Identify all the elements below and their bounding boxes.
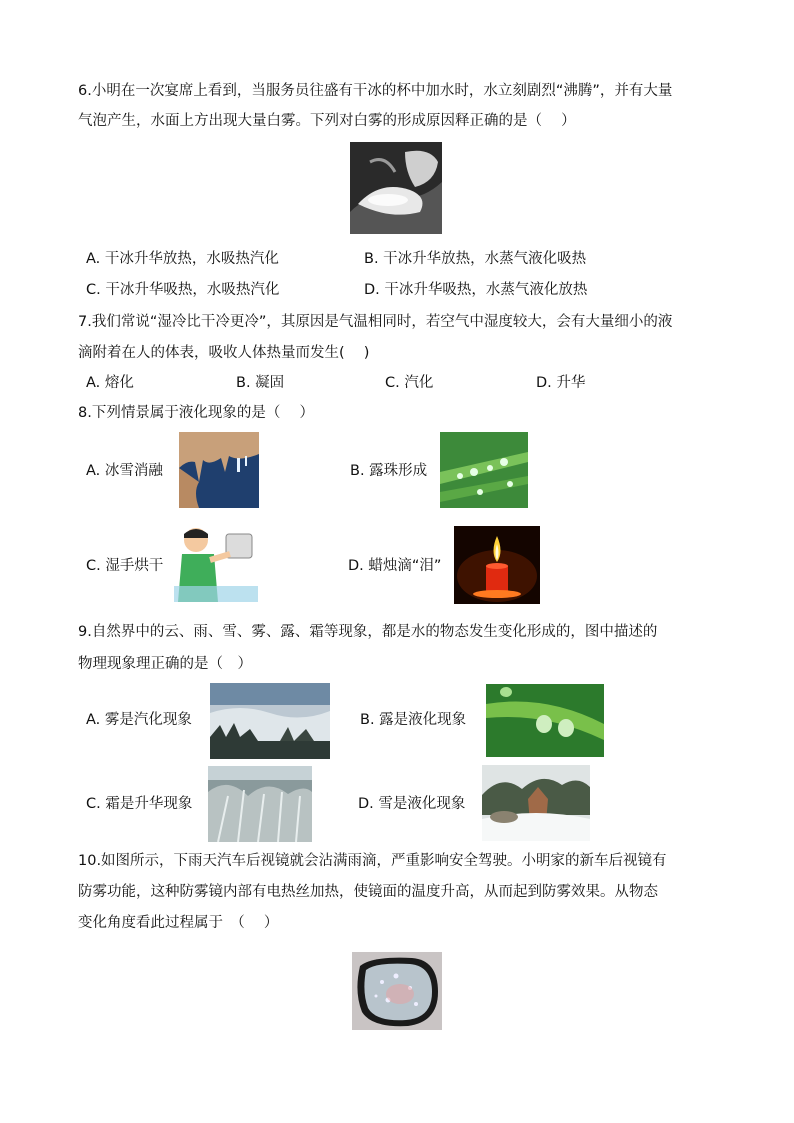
snow-image — [482, 765, 590, 841]
q8-option-a: A. 冰雪消融 — [86, 463, 163, 479]
q10-line-2: 防雾功能，这种防雾镜内部有电热丝加热，使镜面的温度升高，从而起到防雾效果。从物态 — [78, 884, 658, 900]
q6-option-c: C. 干冰升华吸热，水吸热汽化 — [86, 282, 280, 298]
dew-leaf-image — [486, 684, 604, 757]
dry-ice-cup-image — [350, 142, 442, 234]
q9-option-d: D. 雪是液化现象 — [358, 796, 466, 812]
fog-image — [210, 683, 330, 759]
q6-option-b: B. 干冰升华放热，水蒸气液化吸热 — [364, 251, 587, 267]
q7-line-1: 7.我们常说“湿冷比干冷更冷”，其原因是气温相同时，若空气中湿度较大，会有大量细小的液 — [78, 314, 673, 330]
q6-line-1: 6.小明在一次宴席上看到，当服务员往盛有干冰的杯中加水时，水立刻剧烈“沸腾”，并有大量 — [78, 83, 673, 99]
q8-option-b: B. 露珠形成 — [350, 463, 428, 479]
q9-option-b: B. 露是液化现象 — [360, 712, 467, 728]
q7-option-c: C. 汽化 — [385, 375, 434, 391]
q9-line-1: 9.自然界中的云、雨、雪、雾、露、霜等现象，都是水的物态发生变化形成的，图中描述的 — [78, 624, 658, 640]
q9-option-c: C. 霜是升华现象 — [86, 796, 193, 812]
q6-line-2: 气泡产生，水面上方出现大量白雾。下列对白雾的形成原因释正确的是（ ） — [78, 113, 576, 129]
q9-option-a: A. 雾是汽化现象 — [86, 712, 192, 728]
q7-option-d: D. 升华 — [536, 375, 586, 391]
dew-drops-image — [440, 432, 528, 508]
candle-image — [454, 526, 540, 604]
q10-line-1: 10.如图所示，下雨天汽车后视镜就会沾满雨滴，严重影响安全驾驶。小明家的新车后视镜有 — [78, 853, 667, 869]
ice-melting-image — [179, 432, 259, 508]
q7-option-b: B. 凝固 — [236, 375, 285, 391]
q6-option-a: A. 干冰升华放热，水吸热汽化 — [86, 251, 279, 267]
rear-view-mirror-image — [352, 952, 442, 1030]
q10-line-3: 变化角度看此过程属于 （ ） — [78, 915, 279, 931]
q8-option-d: D. 蜡烛滴“泪” — [348, 558, 442, 574]
frost-image — [208, 766, 312, 842]
q8-line-1: 8.下列情景属于液化现象的是（ ） — [78, 405, 314, 421]
q8-option-c: C. 湿手烘干 — [86, 558, 164, 574]
q6-option-d: D. 干冰升华吸热，水蒸气液化放热 — [364, 282, 588, 298]
q7-option-a: A. 熔化 — [86, 375, 134, 391]
hand-dryer-image — [174, 524, 258, 602]
q9-line-2: 物理现象理正确的是（ ） — [78, 656, 252, 672]
q7-line-2: 滴附着在人的体表，吸收人体热量而发生( ) — [78, 345, 370, 361]
